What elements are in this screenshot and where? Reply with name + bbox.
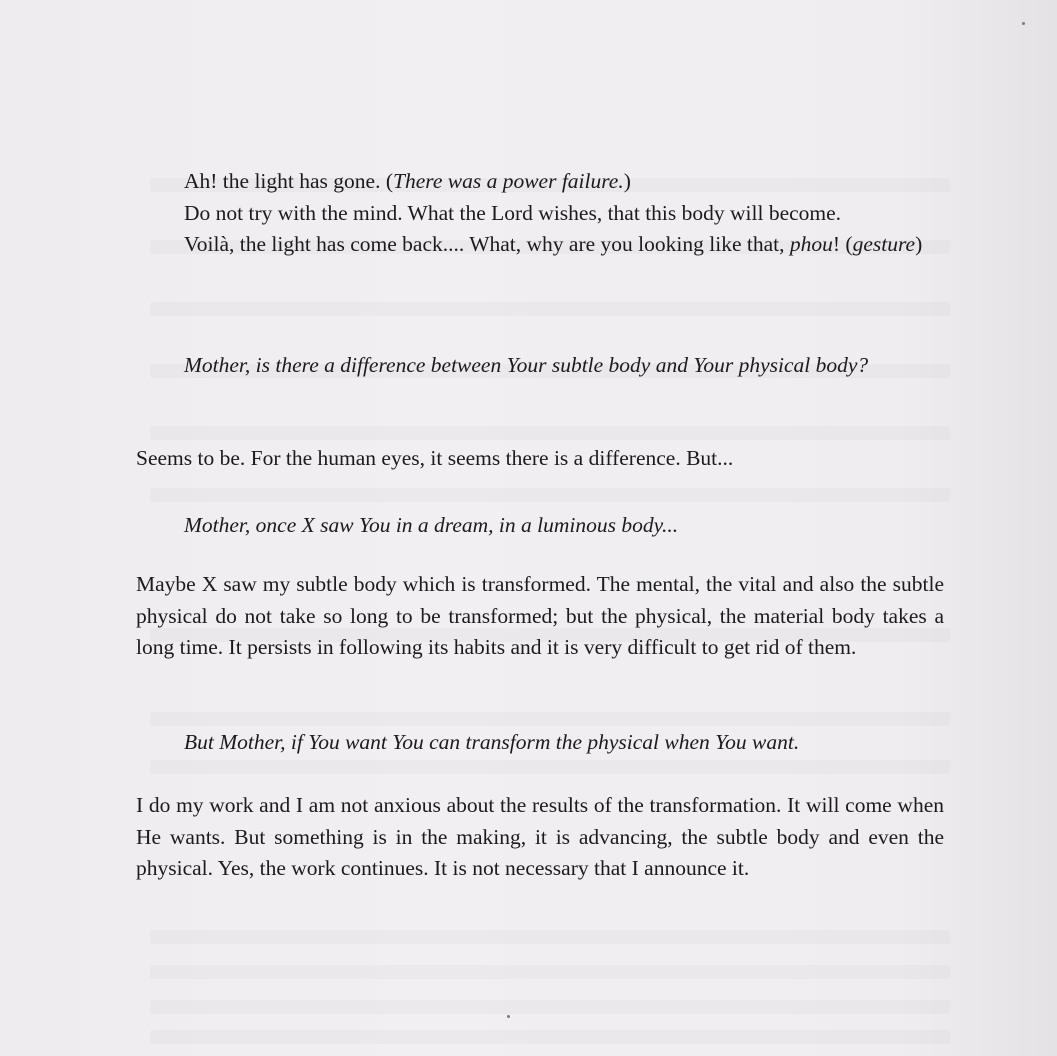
- show-through-line: [150, 1030, 950, 1044]
- show-through-line: [150, 426, 950, 440]
- paragraph-do-not-try: Do not try with the mind. What the Lord wishes, that this body will become.: [184, 200, 842, 225]
- paragraph-light-gone: Ah! the light has gone. (There was a power failure.): [184, 169, 631, 193]
- question-subtle-body: Mother, is there a difference between Your subtle body and Your physical body?: [184, 353, 869, 377]
- show-through-line: [150, 965, 950, 979]
- question-transform-physical: But Mother, if You want You can transform the physical when You want.: [184, 730, 800, 754]
- answer-block: [136, 569, 944, 664]
- answer-seems: Seems to be. For the human eyes, it seems there is a difference. But...: [136, 446, 734, 470]
- question-luminous-body: Mother, once X saw You in a dream, in a luminous body...: [184, 513, 679, 537]
- answer-subtle-body-transformed: Maybe X saw my subtle body which is transformed. The mental, the vital and also the subtle physical do not take so long to be transformed; but the physical, the material body takes a long time. It persists in following its habits and it is very difficult to get rid of them.: [136, 572, 944, 659]
- scan-speck: [507, 1015, 510, 1018]
- question-block: [136, 350, 944, 382]
- show-through-line: [150, 712, 950, 726]
- question-block: [136, 727, 944, 759]
- show-through-line: [150, 930, 950, 944]
- paragraph-voila: Voilà, the light has come back.... What, why are you looking like that, phou! (gesture): [184, 232, 923, 256]
- answer-block: [136, 443, 944, 475]
- show-through-line: [150, 1000, 950, 1014]
- question-block: [136, 510, 944, 542]
- show-through-line: [150, 760, 950, 774]
- answer-block: [136, 790, 944, 885]
- answer-do-my-work: I do my work and I am not anxious about the results of the transformation. It will come when He wants. But something is in the making, it is advancing, the subtle body and even the physical. Yes, the work continues. It is not necessary that I announce it.: [136, 793, 944, 880]
- scan-speck: [1022, 22, 1025, 25]
- show-through-line: [150, 488, 950, 502]
- show-through-line: [150, 302, 950, 316]
- opening-paragraphs: [136, 166, 944, 261]
